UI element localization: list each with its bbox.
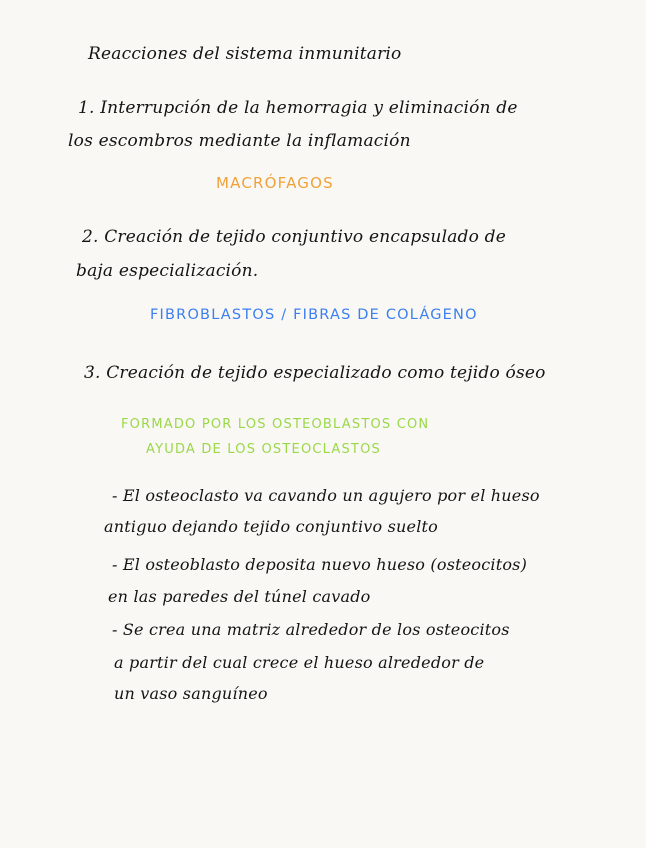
step3-highlight-line2: AYUDA DE LOS OSTEOCLASTOS bbox=[146, 442, 381, 457]
step3-text-line1: 3. Creación de tejido especializado como tejido óseo bbox=[84, 363, 546, 383]
step2-text-line1: 2. Creación de tejido conjuntivo encapsulado de bbox=[82, 227, 507, 247]
bullet1-line1: - El osteoclasto va cavando un agujero por el hueso bbox=[112, 486, 540, 505]
step2-highlight-fibroblastos: FIBROBLASTOS / FIBRAS DE COLÁGENO bbox=[150, 307, 478, 323]
step1-text-line1: 1. Interrupción de la hemorragia y eliminación de bbox=[78, 98, 518, 118]
bullet3-line3: un vaso sanguíneo bbox=[114, 684, 268, 703]
bullet1-line2: antiguo dejando tejido conjuntivo suelto bbox=[104, 517, 439, 536]
step3-highlight-line1: FORMADO POR LOS OSTEOBLASTOS CON bbox=[121, 417, 430, 432]
step1-highlight-macrofagos: MACRÓFAGOS bbox=[216, 174, 334, 192]
bullet3-line2: a partir del cual crece el hueso alrededor de bbox=[114, 653, 485, 672]
step2-text-line2: baja especialización. bbox=[76, 261, 259, 281]
bullet2-line2: en las paredes del túnel cavado bbox=[108, 587, 371, 606]
step1-text-line2: los escombros mediante la inflamación bbox=[68, 131, 411, 151]
bullet3-line1: - Se crea una matriz alrededor de los osteocitos bbox=[112, 620, 510, 639]
notes-title: Reacciones del sistema inmunitario bbox=[88, 44, 402, 64]
bullet2-line1: - El osteoblasto deposita nuevo hueso (osteocitos) bbox=[112, 555, 528, 574]
